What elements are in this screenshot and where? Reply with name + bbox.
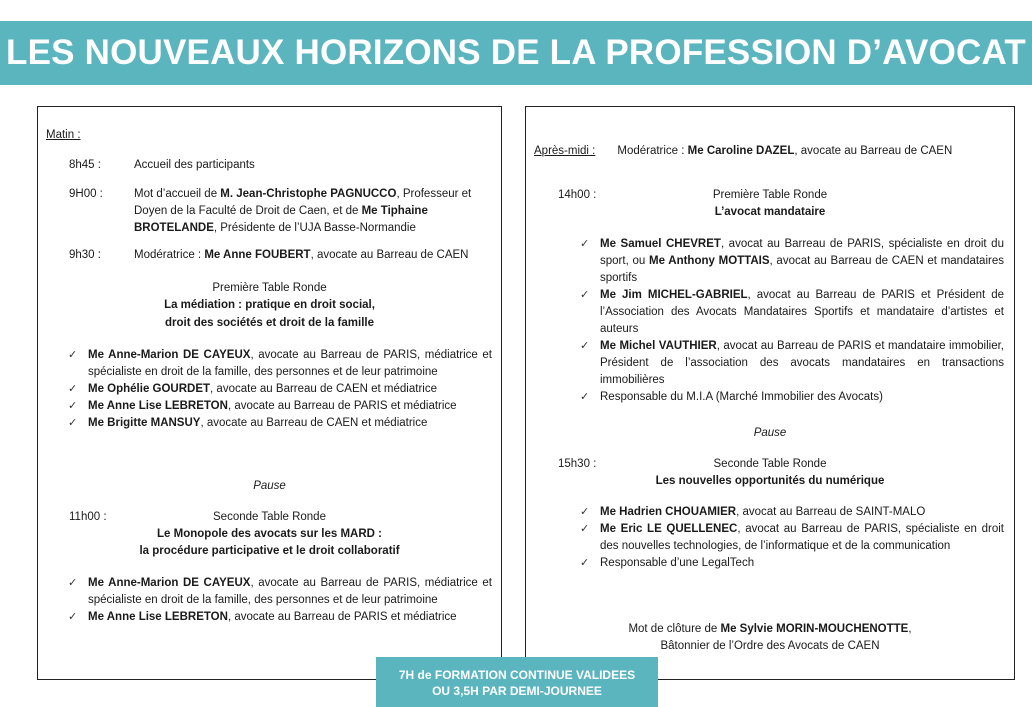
check-icon: ✓	[580, 506, 590, 518]
pm-round2-title: Les nouvelles opportunités du numérique	[655, 475, 885, 487]
list-item: ✓ Me Anne-Marion DE CAYEUX, avocate au Barreau de PARIS, médiatrice et spécialiste en droit de la famille, des personnes et de leur patrimoine	[68, 349, 492, 378]
page-title-banner	[0, 21, 1032, 85]
morning-panel	[37, 106, 502, 680]
afternoon-moderator-line: Après-midi : Modératrice : Me Caroline DAZEL, avocate au Barreau de CAEN	[534, 145, 953, 157]
list-item: ✓ Me Hadrien CHOUAMIER, avocat au Barreau de SAINT-MALO	[580, 504, 1004, 521]
round2-heading: Seconde Table Ronde	[213, 511, 326, 523]
pm-round2-speaker-list	[580, 504, 1004, 572]
list-item: ✓ Me Brigitte MANSUY, avocate au Barreau de CAEN et médiatrice	[68, 415, 492, 432]
closing-line1: Mot de clôture de Me Sylvie MORIN-MOUCHENOTTE,	[628, 623, 912, 635]
check-icon: ✓	[68, 417, 78, 429]
check-icon: ✓	[68, 400, 78, 412]
list-item: ✓ Me Michel VAUTHIER, avocat au Barreau de PARIS et mandataire immobilier, Président de l’association des avocats mandataires en transactions immobilières	[580, 340, 1004, 386]
pm-round1-title: L’avocat mandataire	[714, 206, 826, 218]
pm-round2-heading: Seconde Table Ronde	[713, 458, 827, 470]
list-item: ✓ Me Jim MICHEL-GABRIEL, avocat au Barreau de PARIS et Président de l’Association des Avocats Mandataires Sportifs et mandataire d’artistes et auteurs	[580, 289, 1005, 335]
list-item: ✓ Me Anne-Marion DE CAYEUX, avocate au Barreau de PARIS, médiatrice et spécialiste en droit de la famille, des personnes et de leur patrimoine	[68, 577, 492, 606]
list-item: ✓ Me Eric LE QUELLENEC, avocat au Barreau de PARIS, spécialiste en droit des nouvelles technologies, de l’informatique et de la communication	[580, 523, 1004, 552]
round2-speaker-list	[68, 575, 492, 626]
round1-title-line2: droit des sociétés et droit de la famille	[165, 317, 374, 329]
list-item: ✓ Me Samuel CHEVRET, avocat au Barreau de PARIS, spécialiste en droit du sport, ou Me Anthony MOTTAIS, avocat au Barreau de CAEN et mandataires sportifs	[580, 238, 1004, 284]
opening-time: 9H00 :	[69, 188, 103, 200]
pm-round1-time: 14h00 :	[558, 189, 597, 201]
afternoon-pause: Pause	[753, 427, 787, 439]
check-icon: ✓	[580, 557, 590, 569]
morning-label: Matin :	[46, 129, 81, 141]
training-credit-badge	[376, 657, 658, 707]
check-icon: ✓	[580, 289, 590, 301]
list-item: ✓ Me Ophélie GOURDET, avocate au Barreau de CAEN et médiatrice	[68, 381, 492, 398]
badge-line2: OU 3,5H PAR DEMI-JOURNEE	[432, 684, 602, 698]
check-icon: ✓	[68, 611, 78, 623]
list-item: ✓ Me Anne Lise LEBRETON, avocate au Barreau de PARIS et médiatrice	[68, 609, 492, 626]
check-icon: ✓	[580, 340, 590, 352]
pm-round1-heading: Première Table Ronde	[712, 189, 828, 201]
check-icon: ✓	[580, 391, 590, 403]
check-icon: ✓	[68, 383, 78, 395]
round1-speaker-list	[68, 347, 492, 432]
round2-title-line1: Le Monopole des avocats sur les MARD :	[157, 528, 382, 540]
afternoon-label: Après-midi :	[534, 145, 596, 157]
list-item: ✓ Responsable du M.I.A (Marché Immobilier des Avocats)	[580, 389, 1004, 406]
round1-title-line1: La médiation : pratique en droit social,	[164, 299, 375, 311]
welcome-time: 8h45 :	[69, 159, 101, 171]
page-title: LES NOUVEAUX HORIZONS DE LA PROFESSION D’AVOCAT	[6, 33, 1026, 72]
morning-moderator: Modératrice : Me Anne FOUBERT, avocate au Barreau de CAEN	[134, 249, 469, 261]
check-icon: ✓	[68, 577, 78, 589]
morning-pause: Pause	[253, 480, 286, 492]
welcome-text: Accueil des participants	[134, 159, 255, 171]
check-icon: ✓	[580, 238, 590, 250]
moderator-time: 9h30 :	[69, 249, 101, 261]
list-item: ✓ Me Anne Lise LEBRETON, avocate au Barreau de PARIS et médiatrice	[68, 398, 492, 415]
afternoon-panel	[525, 106, 1015, 680]
badge-line1: 7H de FORMATION CONTINUE VALIDEES	[398, 668, 636, 682]
opening-text: Mot d’accueil de M. Jean-Christophe PAGNUCCO, Professeur et Doyen de la Faculté de Droit de Caen, et de Me Tiphaine BROTELANDE, Présidente de l’UJA Basse-Normandie	[134, 188, 472, 234]
check-icon: ✓	[580, 523, 590, 535]
check-icon: ✓	[68, 349, 78, 361]
round1-heading: Première Table Ronde	[212, 282, 327, 294]
round2-time: 11h00 :	[69, 511, 107, 523]
pm-round2-time: 15h30 :	[558, 458, 597, 470]
list-item: ✓ Responsable d’une LegalTech	[580, 555, 1004, 572]
round2-title-line2: la procédure participative et le droit collaboratif	[139, 545, 400, 557]
pm-round1-speaker-list	[580, 236, 1004, 406]
closing-line2: Bâtonnier de l’Ordre des Avocats de CAEN	[660, 640, 880, 652]
